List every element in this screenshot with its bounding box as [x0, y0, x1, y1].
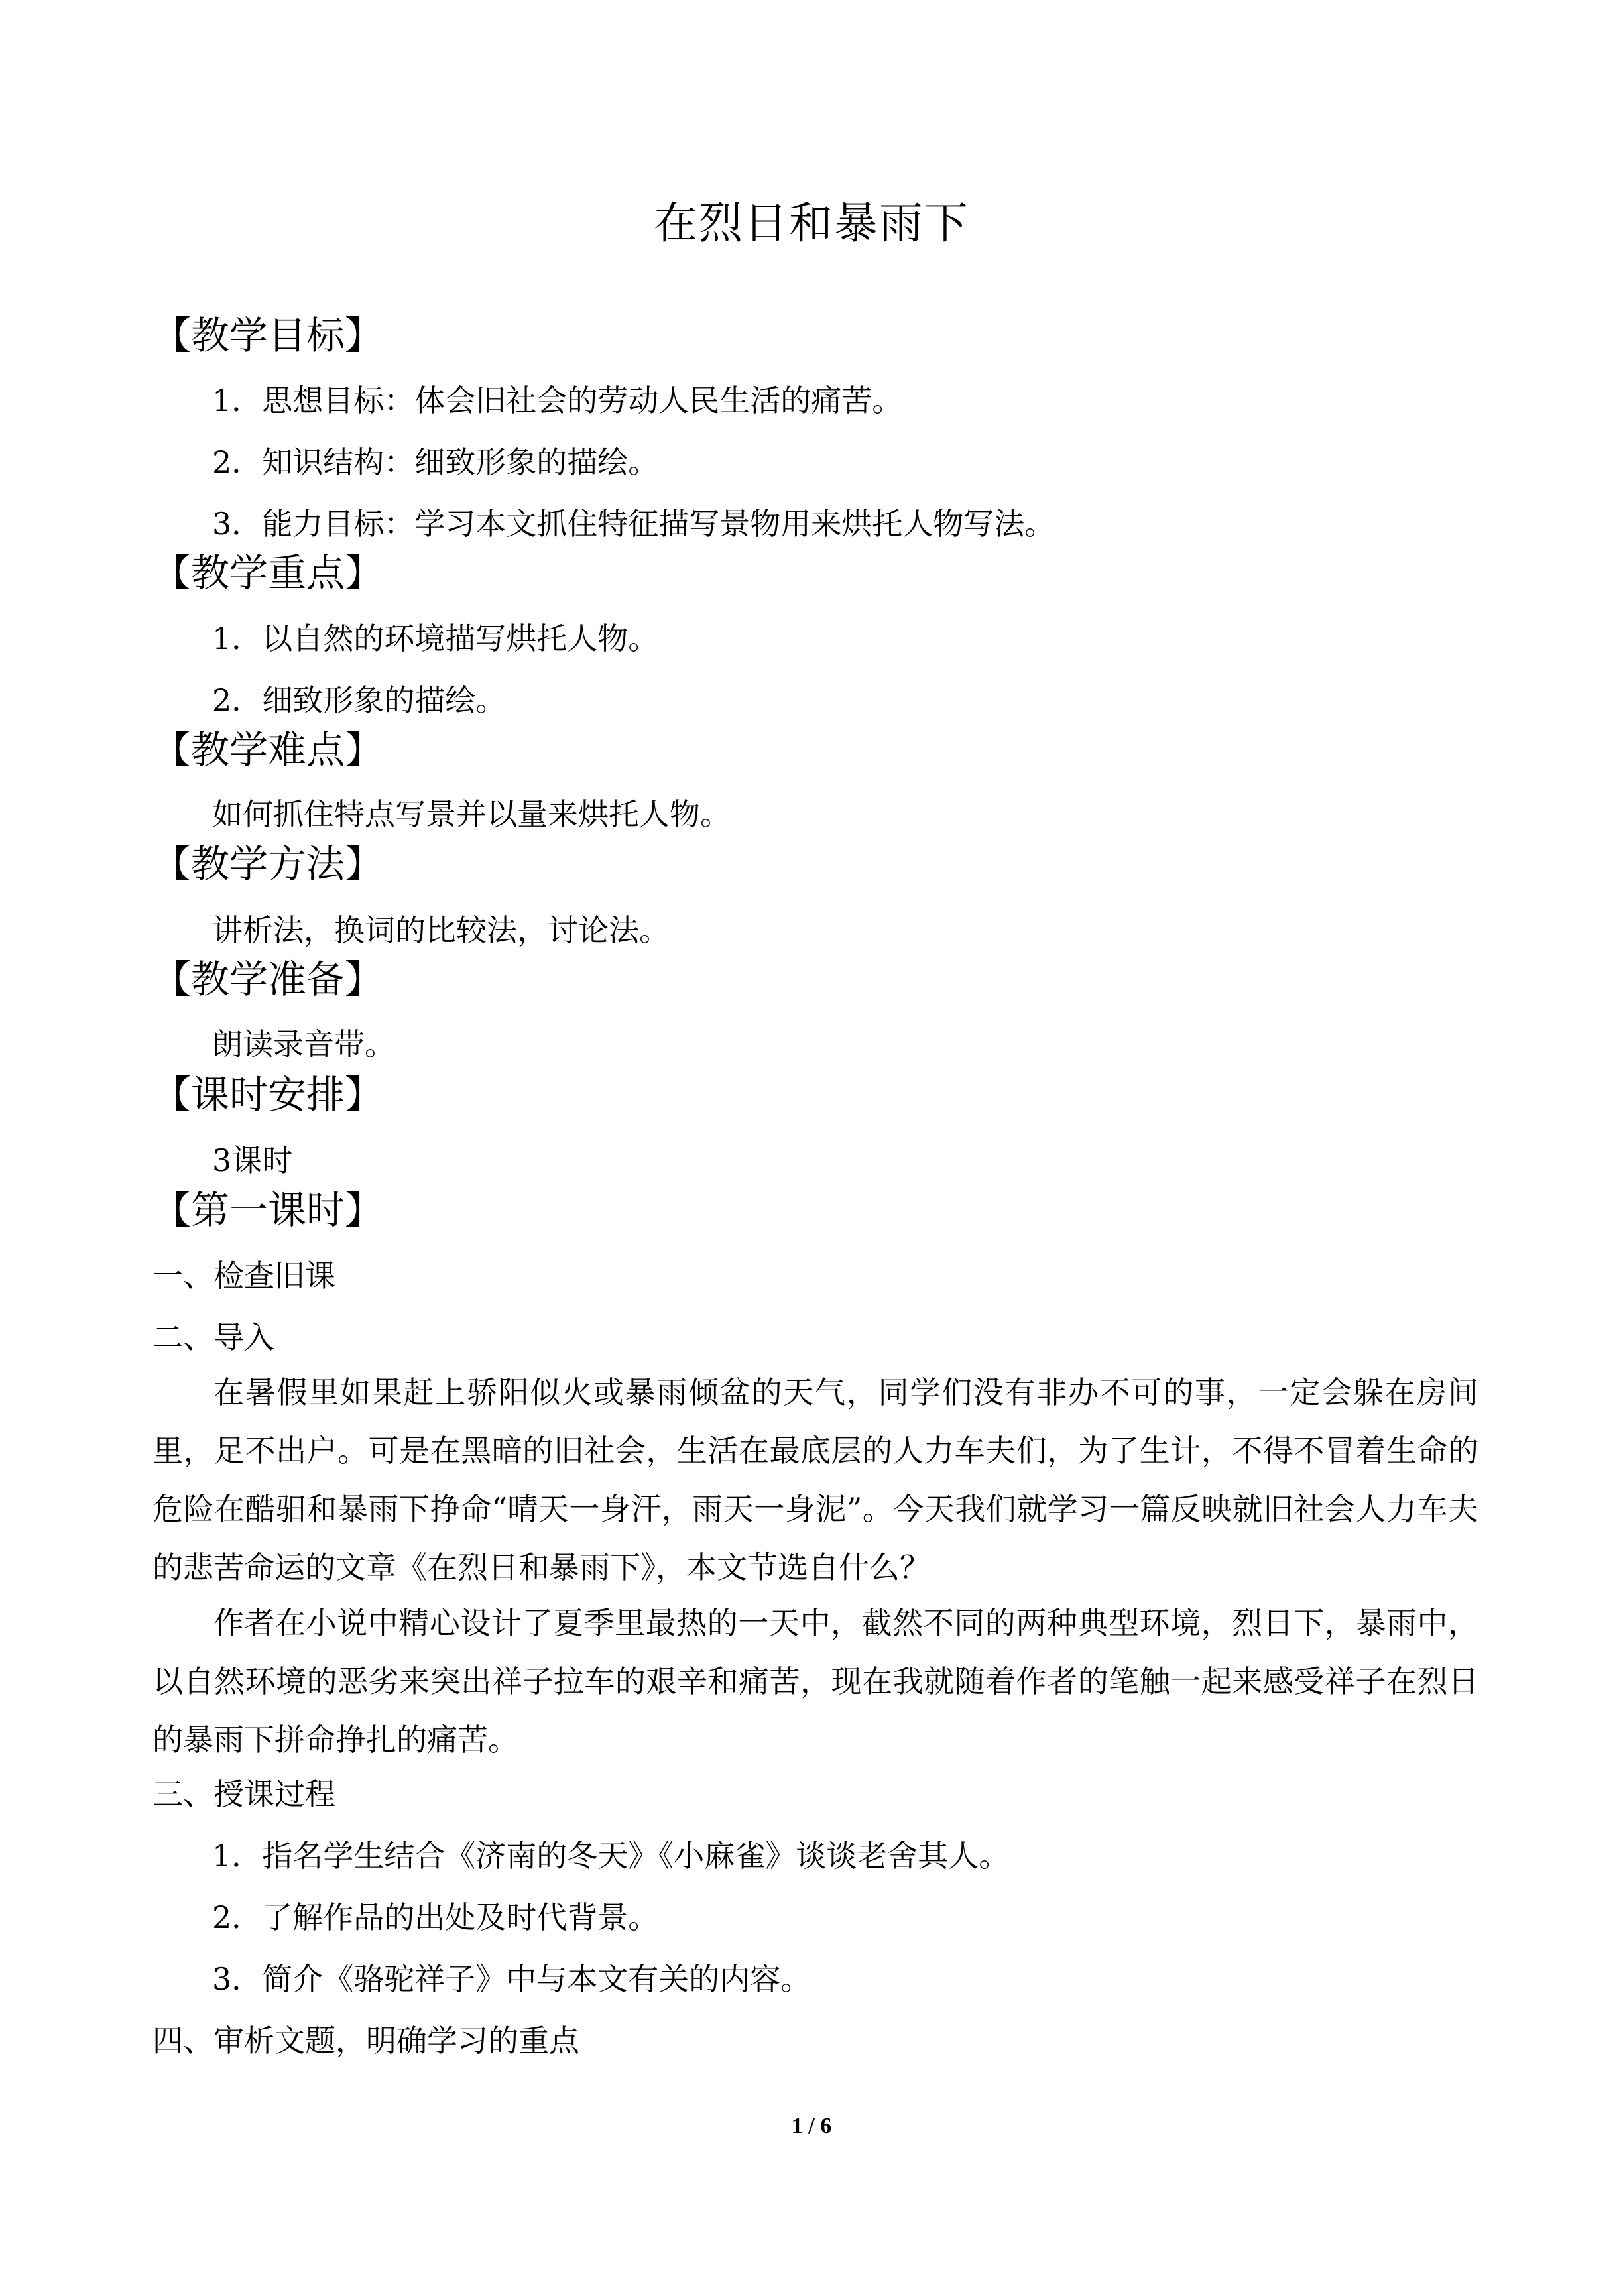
methods-text: 讲析法，换词的比较法，讨论法。 — [212, 912, 670, 948]
goal-item: 3．能力目标：学习本文抓住特征描写景物用来烘托人物写法。 — [212, 506, 1055, 542]
step-heading: 一、检查旧课 — [152, 1258, 335, 1294]
heading-methods: 【教学方法】 — [152, 841, 384, 886]
schedule-text: 3课时 — [212, 1142, 293, 1178]
intro-paragraph: 作者在小说中精心设计了夏季里最热的一天中，截然不同的两种典型环境，烈日下，暴雨中，以自然环境的恶劣来突出祥子拉车的艰辛和痛苦，现在我就随着作者的笔触一起来感受祥子在烈日的暴雨下拼命挣扎的痛苦。 — [152, 1605, 1478, 1758]
heading-key-points: 【教学重点】 — [152, 550, 384, 595]
page-number: 1 / 6 — [791, 2114, 832, 2138]
step-heading: 二、导入 — [152, 1319, 274, 1355]
difficulty-text: 如何抓住特点写景并以量来烘托人物。 — [212, 796, 731, 832]
heading-lesson-one: 【第一课时】 — [152, 1187, 384, 1233]
intro-paragraph: 在暑假里如果赶上骄阳似火或暴雨倾盆的天气，同学们没有非办不可的事，一定会躲在房间里，足不出户。可是在黑暗的旧社会，生活在最底层的人力车夫们，为了生计，不得不冒着生命的危险在酷驲和暴雨下挣命“晴天一身汗，雨天一身泥”。今天我们就学习一篇反映就旧社会人力车夫的悲苦命运的文章《在烈日和暴雨下》，本文节选自什么？ — [152, 1374, 1478, 1585]
step-heading: 三、授课过程 — [152, 1776, 335, 1812]
preparation-text: 朗读录音带。 — [212, 1026, 395, 1062]
heading-preparation: 【教学准备】 — [152, 957, 384, 1002]
heading-schedule: 【课时安排】 — [152, 1072, 384, 1117]
goal-item: 2．知识结构：细致形象的描绘。 — [212, 444, 659, 480]
key-point-item: 1．以自然的环境描写烘托人物。 — [212, 621, 659, 656]
process-item: 2．了解作品的出处及时代背景。 — [212, 1900, 659, 1935]
goal-item: 1．思想目标：体会旧社会的劳动人民生活的痛苦。 — [212, 383, 903, 418]
document-title: 在烈日和暴雨下 — [654, 198, 969, 249]
process-item: 1．指名学生结合《济南的冬天》《小麻雀》谈谈老舍其人。 — [212, 1838, 1010, 1874]
heading-difficulties: 【教学难点】 — [152, 727, 384, 772]
process-item: 3．简介《骆驼祥子》中与本文有关的内容。 — [212, 1961, 812, 1997]
step-heading: 四、审析文题，明确学习的重点 — [152, 2023, 579, 2059]
heading-teaching-goals: 【教学目标】 — [152, 313, 384, 358]
key-point-item: 2．细致形象的描绘。 — [212, 682, 507, 718]
